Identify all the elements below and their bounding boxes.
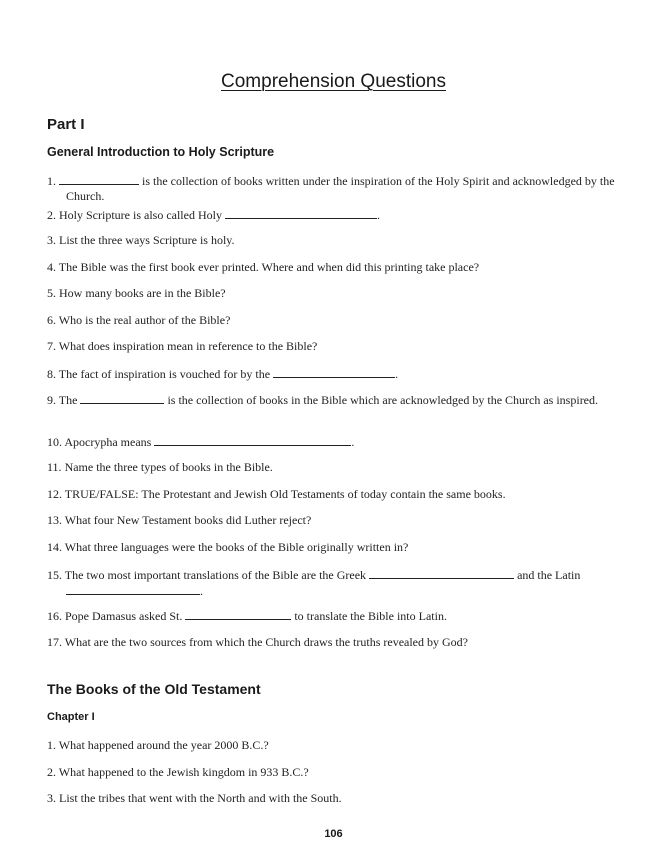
answer-blank[interactable] (185, 608, 291, 620)
page-title: Comprehension Questions (221, 71, 446, 92)
question-3: 3. List the three ways Scripture is holy. (47, 233, 235, 247)
question-7: 7. What does inspiration mean in reference to the Bible? (47, 339, 318, 353)
answer-blank[interactable] (80, 392, 164, 404)
question-4: 4. The Bible was the first book ever printed. Where and when did this printing take place? (47, 259, 480, 274)
question-2: 2. Holy Scripture is also called Holy . (47, 208, 380, 222)
question-3: 3. List the tribes that went with the North and with the South. (47, 791, 342, 805)
answer-blank[interactable] (225, 207, 377, 219)
question-1: 1. is the collection of books written under the inspiration of the Holy Spirit and acknowledged by the Church. (47, 174, 615, 203)
question-16: 16. Pope Damasus asked St. to translate the Bible into Latin. (47, 609, 447, 623)
chapter-heading: Chapter I (47, 711, 95, 723)
question-14: 14. What three languages were the books of the Bible originally written in? (47, 539, 409, 554)
answer-blank-greek[interactable] (369, 567, 514, 579)
answer-blank-latin[interactable] (66, 583, 200, 595)
question-15: 15. The two most important translations of the Bible are the Greek and the Latin . (47, 567, 581, 598)
part-heading: Part I (47, 116, 85, 133)
question-12: 12. TRUE/FALSE: The Protestant and Jewish Old Testaments of today contain the same books. (47, 486, 506, 501)
question-list-intro (47, 173, 617, 661)
question-9: 9. The is the collection of books in the Bible which are acknowledged by the Church as inspired. (47, 393, 599, 407)
page-number: 106 (324, 828, 343, 840)
section-heading-old-testament: The Books of the Old Testament (47, 681, 261, 697)
answer-blank[interactable] (273, 366, 395, 378)
question-17: 17. What are the two sources from which the Church draws the truths revealed by God? (47, 634, 468, 649)
question-list-chapter-1 (47, 738, 617, 818)
question-6: 6. Who is the real author of the Bible? (47, 312, 231, 327)
question-11: 11. Name the three types of books in the Bible. (47, 460, 273, 474)
answer-blank[interactable] (154, 434, 351, 446)
question-13: 13. What four New Testament books did Luther reject? (47, 513, 312, 527)
section-heading-intro: General Introduction to Holy Scripture (47, 145, 275, 159)
question-10: 10. Apocrypha means . (47, 434, 355, 449)
question-5: 5. How many books are in the Bible? (47, 286, 226, 300)
question-2: 2. What happened to the Jewish kingdom in 933 B.C.? (47, 764, 309, 779)
answer-blank[interactable] (59, 173, 139, 185)
question-1: 1. What happened around the year 2000 B.C.? (47, 738, 269, 752)
question-8: 8. The fact of inspiration is vouched for by the . (47, 366, 399, 381)
